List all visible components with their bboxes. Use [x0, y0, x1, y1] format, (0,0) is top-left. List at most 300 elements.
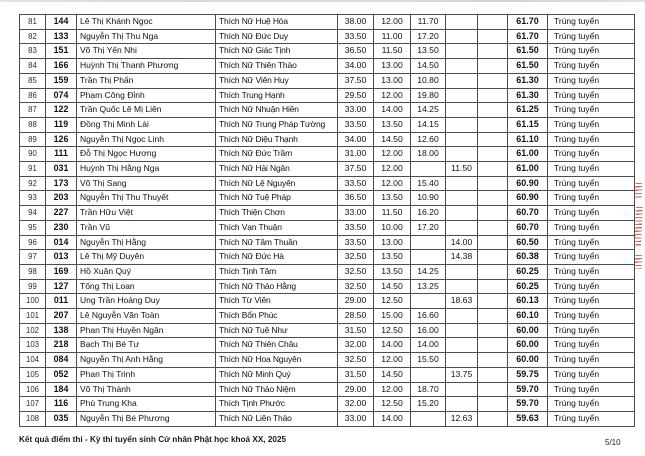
- bonus-score-cell: [446, 279, 478, 294]
- table-row: [20, 264, 635, 279]
- extra-score-cell: [478, 191, 508, 206]
- extra-score-cell: [478, 397, 508, 412]
- bonus-score-cell: [446, 191, 478, 206]
- score-2-cell: 14.50: [374, 367, 411, 382]
- score-3-cell: 14.00: [411, 338, 446, 353]
- candidate-code-cell: 133: [46, 29, 77, 44]
- extra-score-cell: [478, 29, 508, 44]
- candidate-name-cell: Phạm Công Đỉnh: [77, 88, 216, 103]
- row-number-cell: 83: [20, 44, 46, 59]
- candidate-name-cell: Bạch Thị Bé Tư: [77, 338, 216, 353]
- extra-score-cell: [478, 88, 508, 103]
- extra-score-cell: [478, 162, 508, 177]
- table-row: [20, 411, 635, 426]
- extra-score-cell: [478, 147, 508, 162]
- candidate-name-cell: Hồ Xuân Quý: [77, 264, 216, 279]
- score-3-cell: [411, 235, 446, 250]
- score-3-cell: 17.20: [411, 29, 446, 44]
- total-score-cell: 61.15: [508, 117, 548, 132]
- dharma-name-cell: Thích Nữ Viên Huy: [216, 73, 338, 88]
- score-1-cell: 31.50: [338, 323, 374, 338]
- bonus-score-cell: [446, 88, 478, 103]
- score-3-cell: 16.60: [411, 309, 446, 324]
- candidate-code-cell: 159: [46, 73, 77, 88]
- result-cell: Trúng tuyển: [548, 206, 635, 221]
- table-row: [20, 162, 635, 177]
- total-score-cell: 59.70: [508, 382, 548, 397]
- dharma-name-cell: Thích Nữ Hải Ngân: [216, 162, 338, 177]
- score-3-cell: 15.40: [411, 176, 446, 191]
- score-1-cell: 32.50: [338, 250, 374, 265]
- bonus-score-cell: [446, 59, 478, 74]
- candidate-code-cell: 230: [46, 220, 77, 235]
- total-score-cell: 59.75: [508, 367, 548, 382]
- score-2-cell: 11.00: [374, 29, 411, 44]
- result-cell: Trúng tuyển: [548, 279, 635, 294]
- dharma-name-cell: Thích Nữ Thiên Châu: [216, 338, 338, 353]
- row-number-cell: 81: [20, 15, 46, 30]
- dharma-name-cell: Thích Nữ Đức Hà: [216, 250, 338, 265]
- score-3-cell: 14.25: [411, 103, 446, 118]
- candidate-code-cell: 218: [46, 338, 77, 353]
- candidate-name-cell: Nguyễn Thị Anh Hằng: [77, 353, 216, 368]
- score-3-cell: 17.20: [411, 220, 446, 235]
- candidate-name-cell: Nguyễn Thị Ngọc Linh: [77, 132, 216, 147]
- score-2-cell: 13.50: [374, 264, 411, 279]
- score-3-cell: 11.70: [411, 15, 446, 30]
- extra-score-cell: [478, 73, 508, 88]
- row-number-cell: 104: [20, 353, 46, 368]
- dharma-name-cell: Thích Nữ Tuệ Pháp: [216, 191, 338, 206]
- extra-score-cell: [478, 294, 508, 309]
- row-number-cell: 93: [20, 191, 46, 206]
- dharma-name-cell: Thích Vạn Thuận: [216, 220, 338, 235]
- score-2-cell: 13.50: [374, 250, 411, 265]
- extra-score-cell: [478, 367, 508, 382]
- result-cell: Trúng tuyển: [548, 59, 635, 74]
- row-number-cell: 84: [20, 59, 46, 74]
- score-3-cell: [411, 162, 446, 177]
- row-number-cell: 106: [20, 382, 46, 397]
- score-3-cell: 13.25: [411, 279, 446, 294]
- total-score-cell: 59.70: [508, 397, 548, 412]
- bonus-score-cell: [446, 147, 478, 162]
- row-number-cell: 98: [20, 264, 46, 279]
- dharma-name-cell: Thích Nữ Thảo Hằng: [216, 279, 338, 294]
- extra-score-cell: [478, 44, 508, 59]
- bonus-score-cell: [446, 73, 478, 88]
- score-2-cell: 11.50: [374, 206, 411, 221]
- score-2-cell: 13.00: [374, 59, 411, 74]
- row-number-cell: 88: [20, 117, 46, 132]
- row-number-cell: 87: [20, 103, 46, 118]
- score-1-cell: 36.50: [338, 44, 374, 59]
- bonus-score-cell: [446, 264, 478, 279]
- extra-score-cell: [478, 411, 508, 426]
- score-1-cell: 29.00: [338, 294, 374, 309]
- table-row: [20, 397, 635, 412]
- score-2-cell: 13.50: [374, 191, 411, 206]
- row-number-cell: 107: [20, 397, 46, 412]
- candidate-name-cell: Lê Thị Khánh Ngọc: [77, 15, 216, 30]
- table-row: [20, 367, 635, 382]
- total-score-cell: 60.25: [508, 264, 548, 279]
- candidate-name-cell: Nguyễn Thị Bé Phương: [77, 411, 216, 426]
- dharma-name-cell: Thích Nữ Lệ Nguyên: [216, 176, 338, 191]
- bonus-score-cell: [446, 44, 478, 59]
- result-cell: Trúng tuyển: [548, 176, 635, 191]
- total-score-cell: 60.00: [508, 338, 548, 353]
- score-1-cell: 33.50: [338, 176, 374, 191]
- total-score-cell: 61.70: [508, 15, 548, 30]
- red-ink-mark: [635, 183, 643, 199]
- result-cell: Trúng tuyển: [548, 235, 635, 250]
- dharma-name-cell: Thích Nữ Đức Duy: [216, 29, 338, 44]
- candidate-code-cell: 119: [46, 117, 77, 132]
- candidate-name-cell: Phan Thị Huyền Ngân: [77, 323, 216, 338]
- score-2-cell: 12.00: [374, 15, 411, 30]
- score-3-cell: 16.20: [411, 206, 446, 221]
- score-1-cell: 29.00: [338, 382, 374, 397]
- result-cell: Trúng tuyển: [548, 147, 635, 162]
- row-number-cell: 94: [20, 206, 46, 221]
- total-score-cell: 60.90: [508, 191, 548, 206]
- candidate-code-cell: 184: [46, 382, 77, 397]
- score-2-cell: 12.00: [374, 382, 411, 397]
- row-number-cell: 92: [20, 176, 46, 191]
- candidate-name-cell: Phan Thị Trinh: [77, 367, 216, 382]
- table-row: [20, 59, 635, 74]
- bonus-score-cell: [446, 220, 478, 235]
- dharma-name-cell: Thích Bổn Phúc: [216, 309, 338, 324]
- total-score-cell: 61.30: [508, 73, 548, 88]
- result-cell: Trúng tuyển: [548, 15, 635, 30]
- extra-score-cell: [478, 338, 508, 353]
- candidate-code-cell: 173: [46, 176, 77, 191]
- extra-score-cell: [478, 220, 508, 235]
- score-1-cell: 34.00: [338, 59, 374, 74]
- row-number-cell: 97: [20, 250, 46, 265]
- score-1-cell: 32.00: [338, 397, 374, 412]
- score-3-cell: 16.00: [411, 323, 446, 338]
- total-score-cell: 60.13: [508, 294, 548, 309]
- score-2-cell: 14.00: [374, 411, 411, 426]
- extra-score-cell: [478, 264, 508, 279]
- dharma-name-cell: Thích Nữ Trung Pháp Tường: [216, 117, 338, 132]
- score-2-cell: 12.00: [374, 353, 411, 368]
- result-cell: Trúng tuyển: [548, 44, 635, 59]
- row-number-cell: 99: [20, 279, 46, 294]
- extra-score-cell: [478, 279, 508, 294]
- table-row: [20, 309, 635, 324]
- result-cell: Trúng tuyển: [548, 88, 635, 103]
- exam-results-table: [19, 14, 635, 427]
- result-cell: Trúng tuyển: [548, 309, 635, 324]
- dharma-name-cell: Thích Từ Viên: [216, 294, 338, 309]
- candidate-name-cell: Tống Thị Loan: [77, 279, 216, 294]
- result-cell: Trúng tuyển: [548, 264, 635, 279]
- table-row: [20, 15, 635, 30]
- row-number-cell: 82: [20, 29, 46, 44]
- score-3-cell: 15.50: [411, 353, 446, 368]
- red-ink-margin-marks: [633, 183, 645, 273]
- score-2-cell: 14.00: [374, 338, 411, 353]
- score-2-cell: 12.00: [374, 176, 411, 191]
- bonus-score-cell: 14.38: [446, 250, 478, 265]
- row-number-cell: 86: [20, 88, 46, 103]
- candidate-code-cell: 126: [46, 132, 77, 147]
- score-2-cell: 14.50: [374, 279, 411, 294]
- extra-score-cell: [478, 309, 508, 324]
- bonus-score-cell: [446, 206, 478, 221]
- dharma-name-cell: Thích Nữ Liên Thảo: [216, 411, 338, 426]
- score-3-cell: 15.20: [411, 397, 446, 412]
- candidate-name-cell: Võ Thị Yến Nhi: [77, 44, 216, 59]
- row-number-cell: 96: [20, 235, 46, 250]
- table-row: [20, 220, 635, 235]
- score-2-cell: 14.00: [374, 103, 411, 118]
- result-cell: Trúng tuyển: [548, 250, 635, 265]
- candidate-code-cell: 169: [46, 264, 77, 279]
- row-number-cell: 91: [20, 162, 46, 177]
- dharma-name-cell: Thích Nữ Đức Trầm: [216, 147, 338, 162]
- score-2-cell: 13.00: [374, 73, 411, 88]
- candidate-name-cell: Nguyễn Thị Thu Thuyết: [77, 191, 216, 206]
- score-3-cell: [411, 367, 446, 382]
- bonus-score-cell: [446, 176, 478, 191]
- candidate-name-cell: Đỗ Thị Ngọc Hương: [77, 147, 216, 162]
- result-cell: Trúng tuyển: [548, 29, 635, 44]
- table-row: [20, 176, 635, 191]
- candidate-code-cell: 144: [46, 15, 77, 30]
- candidate-name-cell: Nguyễn Thị Hằng: [77, 235, 216, 250]
- result-cell: Trúng tuyển: [548, 73, 635, 88]
- score-1-cell: 32.50: [338, 264, 374, 279]
- extra-score-cell: [478, 353, 508, 368]
- extra-score-cell: [478, 323, 508, 338]
- extra-score-cell: [478, 15, 508, 30]
- dharma-name-cell: Thích Nữ Diệu Thạnh: [216, 132, 338, 147]
- score-1-cell: 33.50: [338, 29, 374, 44]
- candidate-code-cell: 111: [46, 147, 77, 162]
- table-row: [20, 323, 635, 338]
- score-3-cell: 18.00: [411, 147, 446, 162]
- score-3-cell: 18.70: [411, 382, 446, 397]
- dharma-name-cell: Thích Nữ Thiên Thảo: [216, 59, 338, 74]
- dharma-name-cell: Thích Nữ Nhuận Hiền: [216, 103, 338, 118]
- extra-score-cell: [478, 235, 508, 250]
- extra-score-cell: [478, 206, 508, 221]
- candidate-code-cell: 207: [46, 309, 77, 324]
- bonus-score-cell: [446, 382, 478, 397]
- red-ink-mark: [634, 207, 643, 247]
- score-3-cell: [411, 250, 446, 265]
- score-3-cell: 14.25: [411, 264, 446, 279]
- score-2-cell: 12.50: [374, 323, 411, 338]
- red-ink-mark: [635, 255, 643, 269]
- bonus-score-cell: [446, 338, 478, 353]
- candidate-code-cell: 011: [46, 294, 77, 309]
- table-row: [20, 250, 635, 265]
- bonus-score-cell: [446, 15, 478, 30]
- total-score-cell: 60.10: [508, 309, 548, 324]
- row-number-cell: 95: [20, 220, 46, 235]
- result-cell: Trúng tuyển: [548, 382, 635, 397]
- score-1-cell: 32.50: [338, 353, 374, 368]
- score-1-cell: 38.00: [338, 15, 374, 30]
- row-number-cell: 105: [20, 367, 46, 382]
- score-2-cell: 10.00: [374, 220, 411, 235]
- score-1-cell: 33.00: [338, 103, 374, 118]
- score-1-cell: 33.50: [338, 235, 374, 250]
- candidate-code-cell: 227: [46, 206, 77, 221]
- extra-score-cell: [478, 176, 508, 191]
- table-row: [20, 353, 635, 368]
- bonus-score-cell: 12.63: [446, 411, 478, 426]
- candidate-code-cell: 074: [46, 88, 77, 103]
- score-3-cell: 14.15: [411, 117, 446, 132]
- score-2-cell: 12.00: [374, 162, 411, 177]
- bonus-score-cell: [446, 397, 478, 412]
- score-1-cell: 32.50: [338, 279, 374, 294]
- score-1-cell: 28.50: [338, 309, 374, 324]
- candidate-name-cell: Đồng Thị Minh Lài: [77, 117, 216, 132]
- candidate-code-cell: 031: [46, 162, 77, 177]
- result-cell: Trúng tuyển: [548, 367, 635, 382]
- candidate-name-cell: Võ Thị Thành: [77, 382, 216, 397]
- score-3-cell: [411, 294, 446, 309]
- candidate-code-cell: 151: [46, 44, 77, 59]
- bonus-score-cell: [446, 132, 478, 147]
- total-score-cell: 61.00: [508, 162, 548, 177]
- score-2-cell: 15.00: [374, 309, 411, 324]
- table-row: [20, 88, 635, 103]
- extra-score-cell: [478, 103, 508, 118]
- table-row: [20, 147, 635, 162]
- candidate-name-cell: Võ Thị Sang: [77, 176, 216, 191]
- candidate-name-cell: Nguyễn Thị Thu Nga: [77, 29, 216, 44]
- table-row: [20, 235, 635, 250]
- total-score-cell: 61.25: [508, 103, 548, 118]
- score-1-cell: 33.00: [338, 411, 374, 426]
- result-cell: Trúng tuyển: [548, 411, 635, 426]
- extra-score-cell: [478, 59, 508, 74]
- total-score-cell: 61.30: [508, 88, 548, 103]
- candidate-name-cell: Trần Quốc Lê Mị Liên: [77, 103, 216, 118]
- score-3-cell: 19.80: [411, 88, 446, 103]
- table-row: [20, 103, 635, 118]
- score-1-cell: 36.50: [338, 191, 374, 206]
- total-score-cell: 61.50: [508, 44, 548, 59]
- extra-score-cell: [478, 250, 508, 265]
- table-row: [20, 191, 635, 206]
- result-cell: Trúng tuyển: [548, 132, 635, 147]
- footer-caption: Kết quả điểm thi - Kỳ thi tuyển sinh Cử nhân Phật học khoá XX, 2025: [19, 435, 287, 444]
- result-cell: Trúng tuyển: [548, 397, 635, 412]
- row-number-cell: 103: [20, 338, 46, 353]
- candidate-code-cell: 035: [46, 411, 77, 426]
- result-cell: Trúng tuyển: [548, 103, 635, 118]
- total-score-cell: 60.50: [508, 235, 548, 250]
- candidate-name-cell: Ung Trần Hoàng Duy: [77, 294, 216, 309]
- total-score-cell: 61.00: [508, 147, 548, 162]
- candidate-code-cell: 166: [46, 59, 77, 74]
- row-number-cell: 108: [20, 411, 46, 426]
- table-row: [20, 338, 635, 353]
- candidate-name-cell: Trần Hữu Việt: [77, 206, 216, 221]
- score-1-cell: 33.00: [338, 206, 374, 221]
- score-1-cell: 37.50: [338, 162, 374, 177]
- candidate-name-cell: Huỳnh Thị Hằng Nga: [77, 162, 216, 177]
- result-cell: Trúng tuyển: [548, 353, 635, 368]
- score-3-cell: 10.90: [411, 191, 446, 206]
- candidate-name-cell: Huỳnh Thị Thanh Phương: [77, 59, 216, 74]
- dharma-name-cell: Thích Tịnh Tâm: [216, 264, 338, 279]
- dharma-name-cell: Thích Nữ Huệ Hòa: [216, 15, 338, 30]
- result-cell: Trúng tuyển: [548, 220, 635, 235]
- bonus-score-cell: [446, 309, 478, 324]
- candidate-code-cell: 013: [46, 250, 77, 265]
- extra-score-cell: [478, 117, 508, 132]
- total-score-cell: 60.00: [508, 353, 548, 368]
- extra-score-cell: [478, 132, 508, 147]
- bonus-score-cell: [446, 29, 478, 44]
- row-number-cell: 100: [20, 294, 46, 309]
- bonus-score-cell: 18.63: [446, 294, 478, 309]
- score-1-cell: 29.50: [338, 88, 374, 103]
- candidate-code-cell: 122: [46, 103, 77, 118]
- score-3-cell: 13.50: [411, 44, 446, 59]
- candidate-code-cell: 014: [46, 235, 77, 250]
- score-2-cell: 13.50: [374, 117, 411, 132]
- dharma-name-cell: Thích Nữ Minh Quý: [216, 367, 338, 382]
- score-1-cell: 33.50: [338, 117, 374, 132]
- table-row: [20, 44, 635, 59]
- table-row: [20, 382, 635, 397]
- total-score-cell: 60.25: [508, 279, 548, 294]
- table-row: [20, 206, 635, 221]
- candidate-name-cell: Trần Vũ: [77, 220, 216, 235]
- candidate-code-cell: 084: [46, 353, 77, 368]
- candidate-code-cell: 127: [46, 279, 77, 294]
- extra-score-cell: [478, 382, 508, 397]
- candidate-name-cell: Lê Nguyễn Văn Toàn: [77, 309, 216, 324]
- bonus-score-cell: 13.75: [446, 367, 478, 382]
- row-number-cell: 89: [20, 132, 46, 147]
- result-cell: Trúng tuyển: [548, 323, 635, 338]
- dharma-name-cell: Thích Nữ Tuệ Như: [216, 323, 338, 338]
- scan-artifact-top-line: [0, 0, 645, 2]
- bonus-score-cell: [446, 323, 478, 338]
- dharma-name-cell: Thích Nữ Tâm Thuần: [216, 235, 338, 250]
- candidate-name-cell: Lê Thị Mỹ Duyên: [77, 250, 216, 265]
- table-row: [20, 73, 635, 88]
- results-table-body: [20, 15, 635, 427]
- row-number-cell: 101: [20, 309, 46, 324]
- score-2-cell: 12.50: [374, 294, 411, 309]
- score-2-cell: 14.50: [374, 132, 411, 147]
- table-row: [20, 132, 635, 147]
- bonus-score-cell: [446, 353, 478, 368]
- total-score-cell: 60.38: [508, 250, 548, 265]
- score-3-cell: [411, 411, 446, 426]
- candidate-code-cell: 116: [46, 397, 77, 412]
- dharma-name-cell: Thích Nữ Giác Tịnh: [216, 44, 338, 59]
- result-cell: Trúng tuyển: [548, 338, 635, 353]
- candidate-name-cell: Trần Thị Phấn: [77, 73, 216, 88]
- total-score-cell: 61.10: [508, 132, 548, 147]
- score-2-cell: 12.50: [374, 397, 411, 412]
